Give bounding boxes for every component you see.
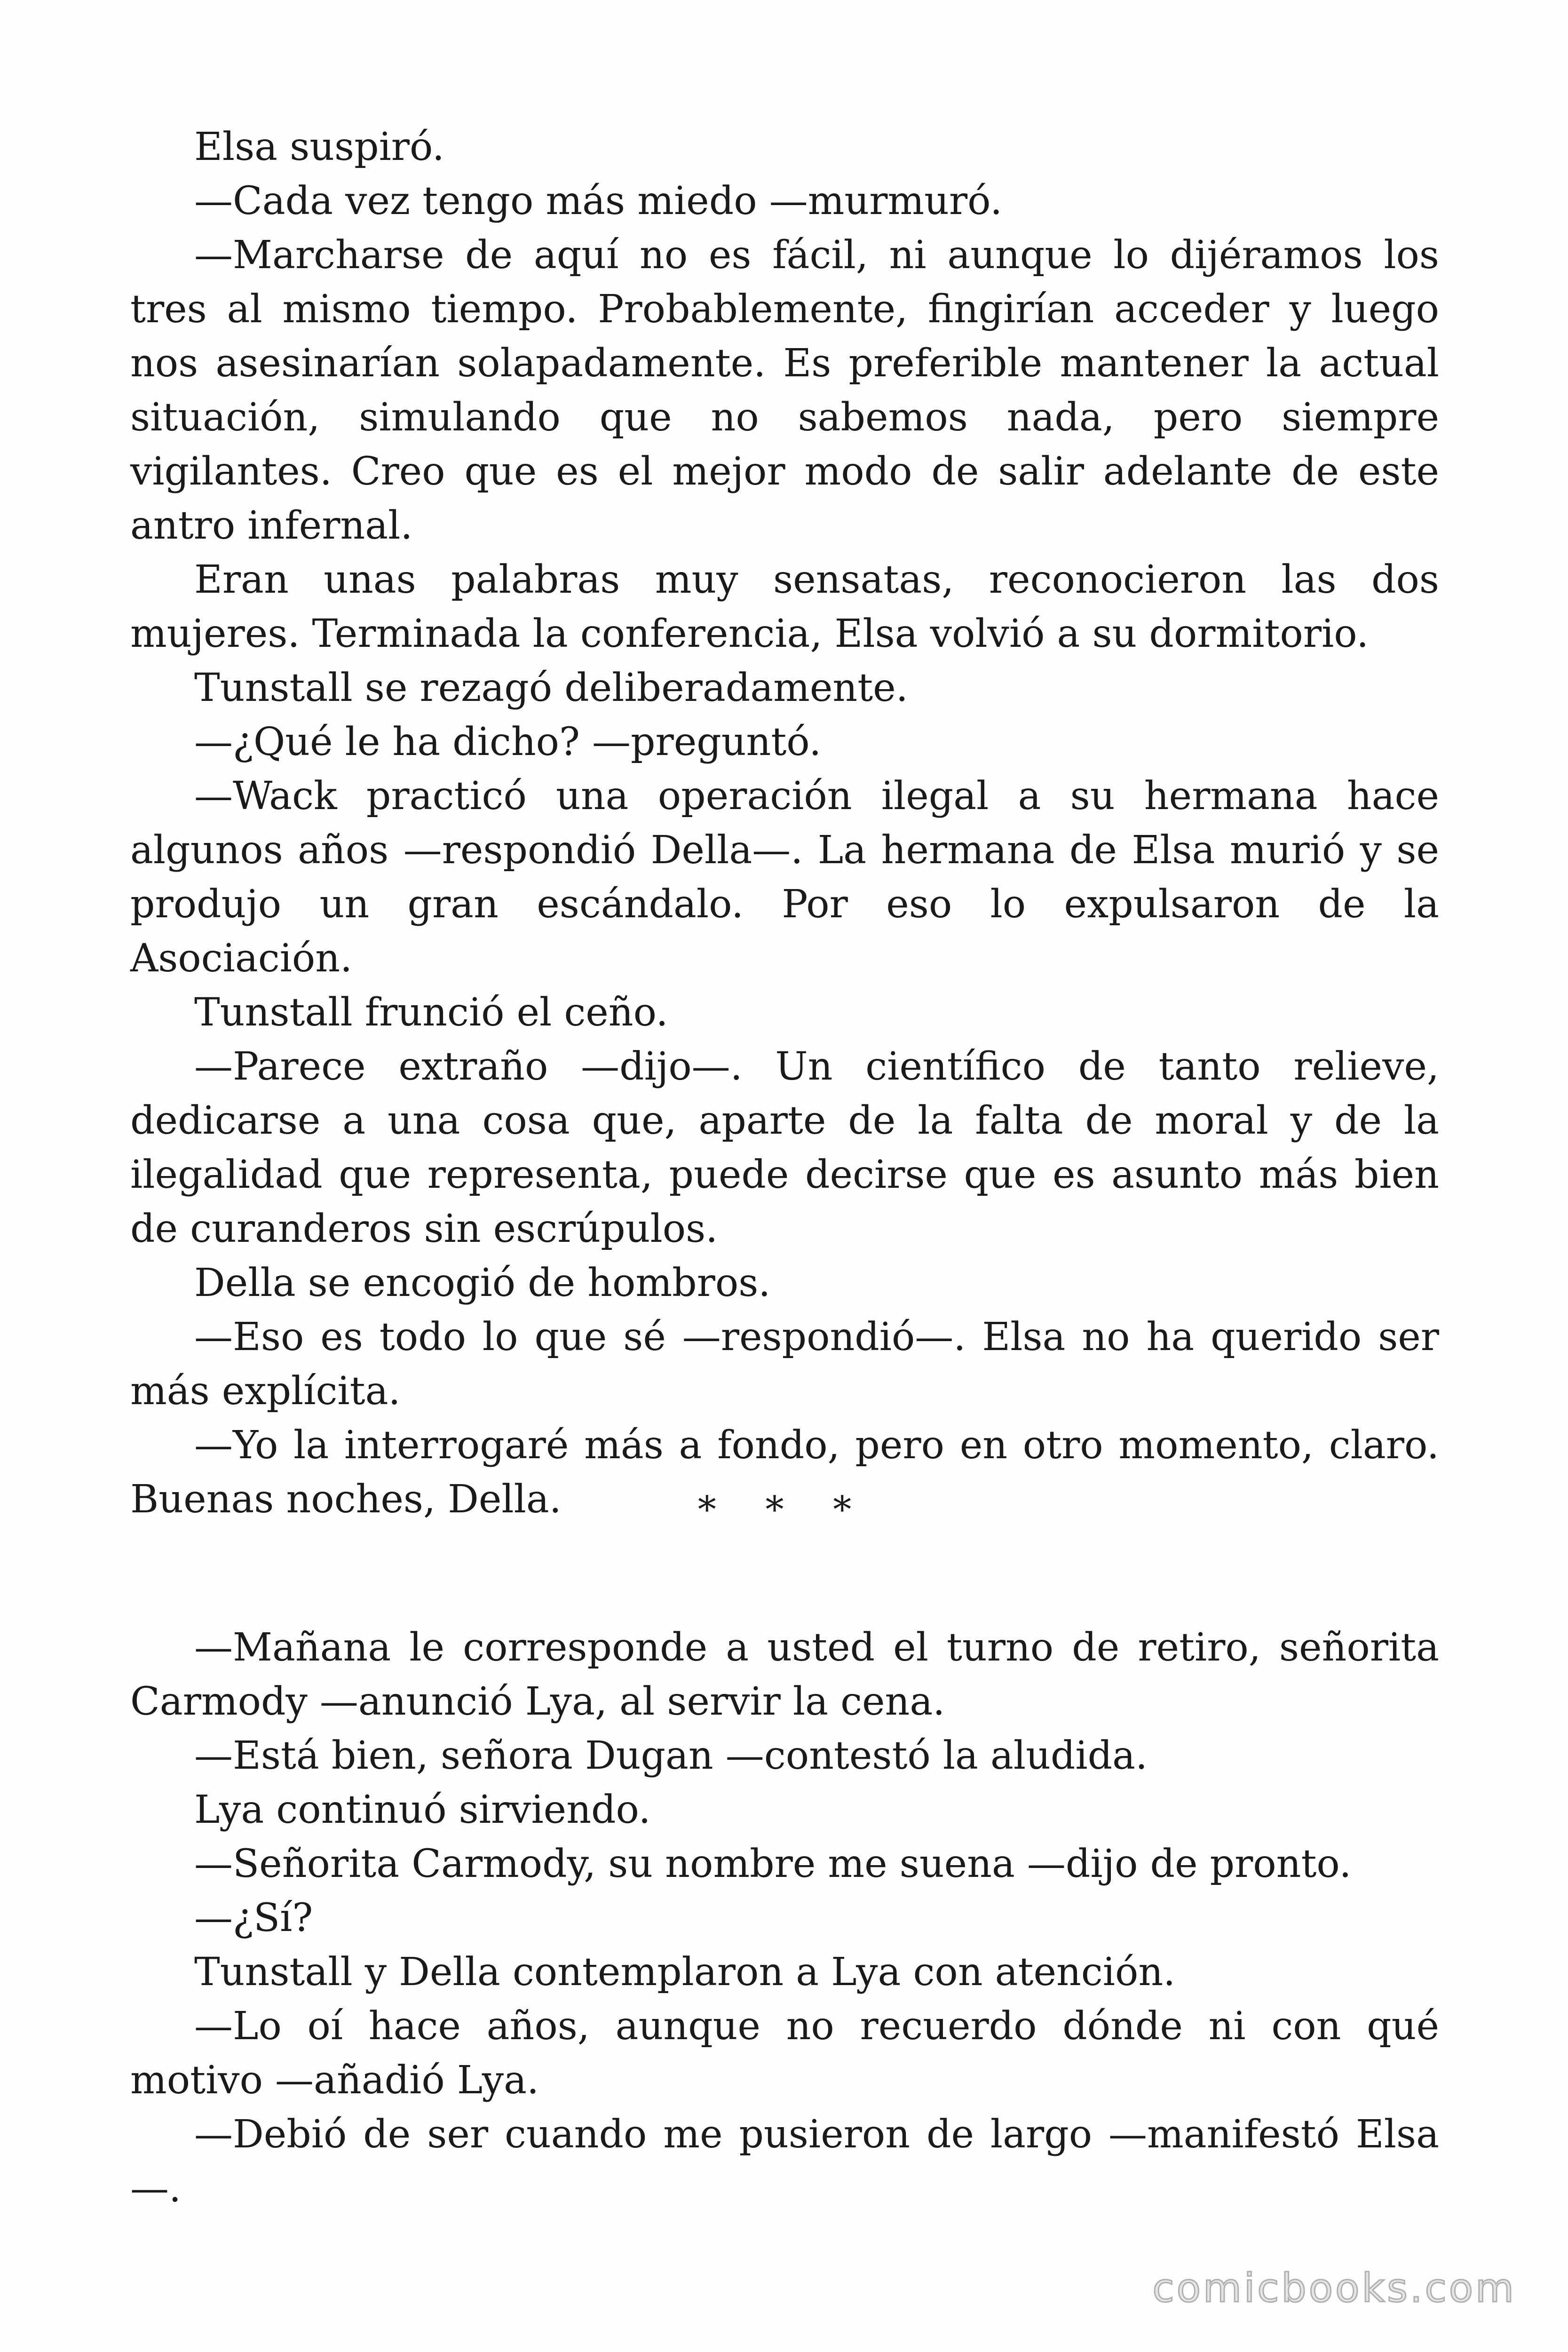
paragraph: —Señorita Carmody, su nombre me suena —dijo de pronto. <box>194 1842 1352 1886</box>
paragraph: Tunstall frunció el ceño. <box>194 990 668 1035</box>
paragraph: —Marcharse de aquí no es fácil, ni aunque lo dijéramos los tres al mismo tiempo. Probablemente, fingirían acceder y luego nos asesinarían solapadamente. Es preferible mantener la actual situación, simulando que no sabemos nada, pero siempre vigilantes. Creo que es el mejor modo de salir adelante de este antro infernal. <box>130 233 1439 548</box>
paragraph: Tunstall se rezagó deliberadamente. <box>194 666 908 710</box>
watermark-logo: comicbooks.com <box>1152 2265 1516 2311</box>
paragraph: —Está bien, señora Dugan —contestó la aludida. <box>194 1733 1148 1778</box>
paragraph: Elsa suspiró. <box>194 125 444 169</box>
paragraph: Eran unas palabras muy sensatas, reconocieron las dos mujeres. Terminada la conferencia, Elsa volvió a su dormitorio. <box>130 557 1439 656</box>
paragraph: —Yo la interrogaré más a fondo, pero en otro momento, claro. Buenas noches, Della. <box>130 1423 1439 1522</box>
text-section-two <box>130 1621 1439 2216</box>
paragraph: —Lo oí hace años, aunque no recuerdo dónde ni con qué motivo —añadió Lya. <box>130 2004 1439 2103</box>
paragraph: —Eso es todo lo que sé —respondió—. Elsa no ha querido ser más explícita. <box>130 1315 1439 1414</box>
paragraph: —Mañana le corresponde a usted el turno de retiro, señorita Carmody —anunció Lya, al servir la cena. <box>130 1625 1439 1724</box>
section-separator: * * * <box>697 1489 871 1531</box>
paragraph: —¿Sí? <box>194 1896 313 1940</box>
paragraph: Della se encogió de hombros. <box>194 1261 771 1305</box>
paragraph: —¿Qué le ha dicho? —preguntó. <box>194 720 822 764</box>
paragraph: —Wack practicó una operación ilegal a su hermana hace algunos años —respondió Della—. La hermana de Elsa murió y se produjo un gran escándalo. Por eso lo expulsaron de la Asociación. <box>130 774 1439 981</box>
paragraph: —Debió de ser cuando me pusieron de largo —manifestó Elsa—. <box>130 2112 1439 2211</box>
paragraph: Tunstall y Della contemplaron a Lya con atención. <box>194 1950 1176 1994</box>
text-section-one <box>130 120 1439 1526</box>
paragraph: —Parece extraño —dijo—. Un científico de tanto relieve, dedicarse a una cosa que, aparte de la falta de moral y de la ilegalidad que representa, puede decirse que es asunto más bien de curanderos sin escrúpulos. <box>130 1044 1439 1251</box>
paragraph: —Cada vez tengo más miedo —murmuró. <box>194 179 1003 223</box>
paragraph: Lya continuó sirviendo. <box>194 1788 651 1832</box>
